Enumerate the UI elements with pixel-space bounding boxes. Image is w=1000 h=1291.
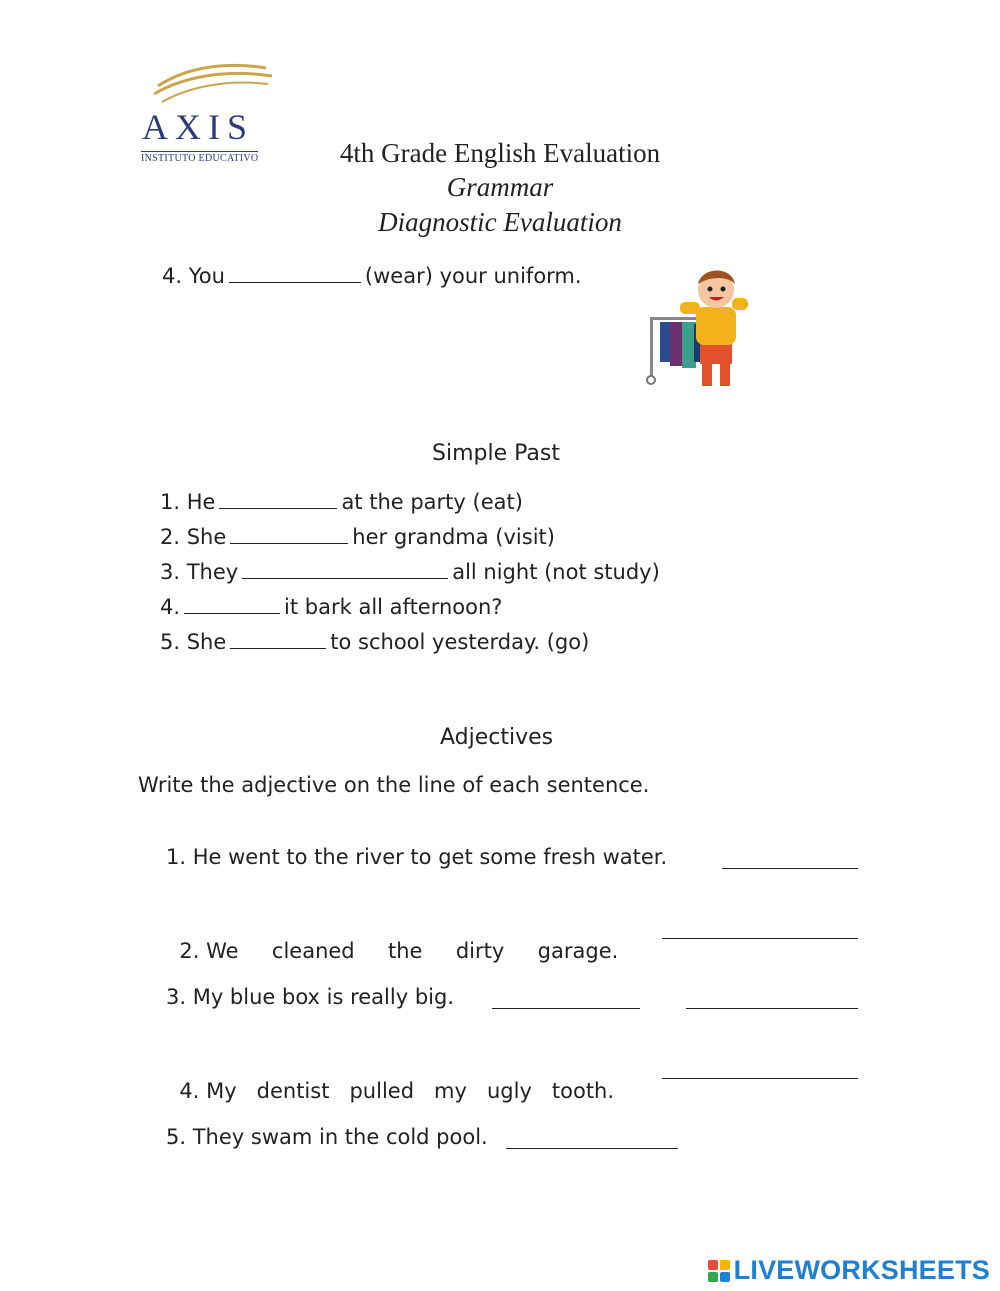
page-subtitle: Grammar	[446, 172, 554, 202]
answer-blank[interactable]	[219, 507, 337, 509]
brand-text: LIVEWORKSHEETS	[733, 1255, 990, 1285]
simple-past-heading: Simple Past	[432, 441, 560, 466]
answer-line[interactable]	[662, 938, 858, 939]
answer-line[interactable]	[686, 1008, 858, 1009]
answer-blank[interactable]	[229, 281, 361, 283]
logo-subtitle: INSTITUTO EDUCATIVO	[141, 153, 259, 164]
answer-line[interactable]	[506, 1148, 678, 1149]
simple-past-item	[160, 560, 660, 584]
adjectives-heading: Adjectives	[440, 725, 554, 750]
page-title: 4th Grade English Evaluation	[339, 138, 661, 168]
item-before: 4.	[160, 595, 181, 619]
answer-blank[interactable]	[184, 612, 280, 614]
answer-blank[interactable]	[230, 647, 326, 649]
logo-swoosh-icon	[148, 58, 278, 108]
item-before: 3. They	[160, 560, 239, 584]
adjective-item	[166, 1055, 614, 1103]
item-after: her grandma (visit)	[352, 525, 555, 549]
item-text: 5. They swam in the cold pool.	[166, 1125, 488, 1149]
intro-after: (wear) your uniform.	[364, 264, 582, 288]
item-text: 1. He went to the river to get some fresh water.	[166, 845, 668, 869]
logo-name: AXIS	[142, 107, 255, 147]
item-before: 5. She	[160, 630, 227, 654]
item-before: 2. She	[160, 525, 227, 549]
answer-line[interactable]	[722, 868, 858, 869]
boy-with-clothes-rack-illustration	[640, 262, 758, 392]
liveworksheets-logo-icon	[708, 1260, 730, 1282]
simple-past-item	[160, 595, 502, 619]
item-text: 2. We cleaned the dirty garage.	[179, 939, 619, 963]
answer-line[interactable]	[492, 1008, 640, 1009]
answer-blank[interactable]	[242, 577, 448, 579]
adjective-item	[166, 915, 618, 963]
item-after: all night (not study)	[452, 560, 660, 584]
simple-past-item	[160, 630, 589, 654]
answer-blank[interactable]	[230, 542, 348, 544]
adjective-item	[166, 845, 667, 869]
item-after: to school yesterday. (go)	[330, 630, 590, 654]
item-after: it bark all afternoon?	[284, 595, 503, 619]
intro-before: 4. You	[162, 264, 225, 288]
item-before: 1. He	[160, 490, 216, 514]
item-after: at the party (eat)	[341, 490, 523, 514]
adjectives-instruction: Write the adjective on the line of each sentence.	[138, 773, 650, 797]
adjective-item	[166, 1125, 488, 1149]
item-text: 4. My dentist pulled my ugly tooth.	[179, 1079, 615, 1103]
simple-past-item	[160, 490, 523, 514]
page-subtitle-2: Diagnostic Evaluation	[378, 207, 622, 237]
intro-question	[162, 264, 582, 288]
liveworksheets-brand	[708, 1255, 990, 1286]
adjective-item	[166, 985, 454, 1009]
simple-past-item	[160, 525, 555, 549]
item-text: 3. My blue box is really big.	[166, 985, 454, 1009]
answer-line[interactable]	[662, 1078, 858, 1079]
